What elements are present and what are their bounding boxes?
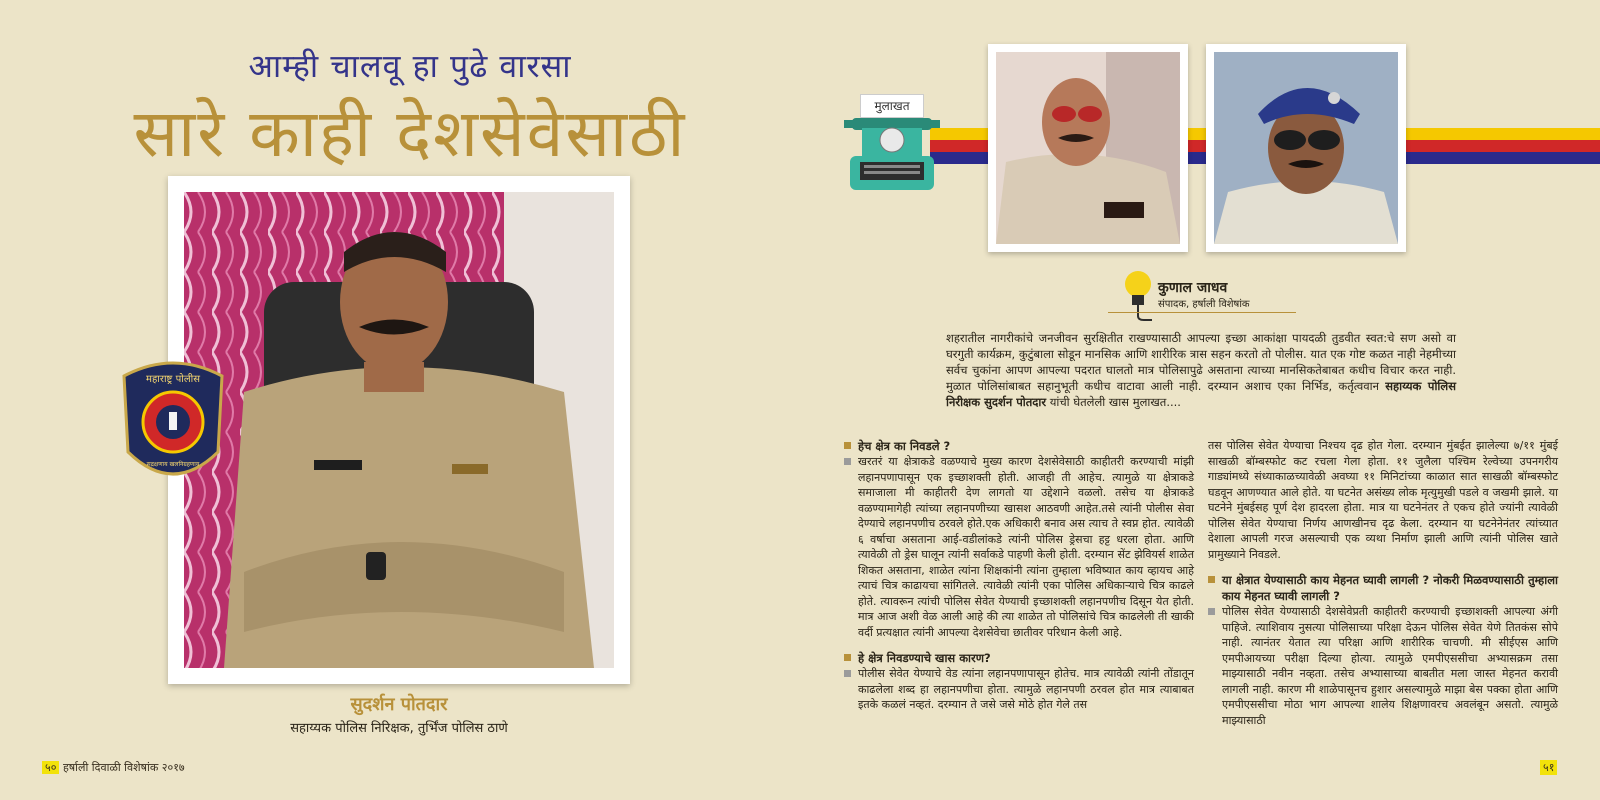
- question-3: या क्षेत्रात येण्यासाठी काय मेहनत घ्यावी लागली ? नोकरी मिळवण्यासाठी तुम्हाला काय मेहनत घ्यावी लागली ?: [1208, 572, 1558, 604]
- footer-left: [42, 760, 185, 775]
- intro-highlight: सहाय्यक पोलिस निरीक्षक सुदर्शन पोतदार: [946, 379, 1456, 409]
- typewriter-label: मुलाखत: [860, 94, 924, 118]
- intro-paragraph: [946, 330, 1456, 410]
- photo-officer-cap: [1206, 44, 1406, 252]
- caption-name: सुदर्शन पोतदार: [350, 694, 448, 715]
- intro-text-2: यांची घेतलेली खास मुलाखत....: [1046, 395, 1181, 409]
- lightbulb-icon: [1122, 268, 1156, 324]
- page-number-right: ५१: [1540, 760, 1557, 775]
- badge-motto: सद्रक्षणाय खलनिग्रहणाय: [146, 461, 200, 468]
- badge-top-text: महाराष्ट्र पोलीस: [146, 374, 200, 385]
- maharashtra-police-badge: [118, 356, 228, 490]
- page-number-left: ५०: [42, 761, 59, 774]
- answer-3: पोलिस सेवेत येण्यासाठी देशसेवेप्रती काहीतरी करण्याची इच्छाशक्ती आपल्या अंगी पाहिजे. त्याशिवाय नुसत्या पोलिसाच्या परिक्षा देऊन पोलिस सेवेत येणे तितकंस सोपे नाही. त्यानंतर येतात त्या परिक्षा आणि शारीरिक चाचणी. मी सीईएस आणि एमपीआयच्या परीक्षा दिल्या होत्या. त्यामुळे एमपीएससीचा अभ्यासक्रम तसा माझ्यासाठी नवीन नव्हता. तसेच अभ्यासाच्या बाबतीत मला जास्त मेहनत करावी लागली नाही. कारण मी शाळेपासूनच हुशार असल्यामुळे माझा बेस पक्का होता आणि एमपीएससीचा मोठा भाग आपल्या शालेय शिक्षणावरच अवलंबून असतो. त्यामुळे माझ्यासाठी: [1208, 604, 1558, 728]
- article-column-left: [844, 438, 1194, 713]
- answer-2-continued: तस पोलिस सेवेत येण्याचा निश्चय दृढ होत गेला. दरम्यान मुंबईत झालेल्या ७/११ मुंबई साखळी बॉम्बस्फोट कट रचला गेला होता. ११ जुलैला पश्चिम रेल्वेच्या उपनगरीय गाड्यांमध्ये संध्याकाळच्यावेळी अवघ्या ११ मिनिटांच्या काळात सात साखळी बॉम्बस्फोट घडवून आणण्यात आले होते. या घटनेत असंख्य लोक मृत्युमुखी पडले व जखमी झाले. या घटनेने मुंबईसह पूर्ण देश हादरला होता. मात्र या घटनेनंतर ते एकच होते ज्यांनी त्यावेळी पोलिस सेवेत येण्याचा निर्णय आणखीनच दृढ केला. दरम्यान या घटनेनेनंतर त्यांच्यात देशाला आपली गरज असल्याची एक व्यथा निर्माण झाली आणि त्यांनी पोलिस खाते प्रामुख्याने निवडले.: [1208, 439, 1558, 561]
- answer-2: पोलीस सेवेत येण्याचे वेड त्यांना लहानपणापासून होतेच. मात्र त्यावेळी त्यांनी तोंडातून काढलेला शब्द हा लहानपणीचा होता. त्यामुळे लहानपणी ठरवल होत मात्र त्याबाबत इतके कळलं नव्हतं. दरम्यान ते जसे जसे मोठे होत गेले तस: [844, 666, 1194, 713]
- author-divider: [1108, 312, 1296, 313]
- question-1: हेच क्षेत्र का निवडले ?: [844, 438, 1194, 454]
- officer-portrait: [184, 192, 614, 668]
- main-photo-frame: [168, 176, 630, 684]
- footer-publication: हर्षाली दिवाळी विशेषांक २०१७: [62, 761, 185, 774]
- photo-officer-car: [988, 44, 1188, 252]
- intro-text-1: शहरातील नागरीकांचे जनजीवन सुरक्षितीत राखण्यासाठी आपल्या इच्छा आकांक्षा पायदळी तुडवीत स्वत:चे सण असो वा घरगुती कार्यक्रम, कुटुंबाला सोडून मानसिक आणि शारीरिक त्रास सहन करतो तो पोलीस. यात एक गोष्ट कळत नाही नेहमीच्या सर्वच चुकांना आपण आपल्या पदरात घालतो मात्र पोलिसापुढे असताना त्याच्या मानसिकतेबाबत कधीच विचार करत नाही. मुळात पोलिसांबाबत सहानुभूती कधीच वाटावा आली नाही. दरम्यान अशाच एका निर्भिड, कर्तृत्ववान: [946, 331, 1456, 393]
- author-name: कुणाल जाधव: [1158, 280, 1228, 296]
- article-column-right: [1208, 438, 1558, 728]
- headline-subtitle: आम्ही चालवू हा पुढे वारसा: [248, 47, 572, 85]
- question-2: हे क्षेत्र निवडण्याचे खास कारण?: [844, 650, 1194, 666]
- caption-role: सहाय्यक पोलिस निरिक्षक, तुर्भिंज पोलिस ठाणे: [290, 721, 508, 736]
- typewriter-icon: [840, 90, 944, 200]
- answer-1: खरतरं या क्षेत्राकडे वळण्याचे मुख्य कारण देशसेवेसाठी काहीतरी करण्याची मांझी लहानपणापासून एक इच्छाशक्ती होती. आजही ती आहेच. त्यामुळे या क्षेत्राकडे समाजाला मी काहीतरी देण लागतो या उद्देशाने वळलो. तसेच या क्षेत्राकडे वळण्यामागेही त्यांच्या लहानपणीच्या खासश आठवणी आहेत.तसे त्यांनी पोलीस सेवा देण्याचे लहानपणीच ठरवले होते.एक अधिकारी बनाव अस त्याच ते स्वप्न होत. त्यावेळी ६ वर्षाचा असताना आई-वडीलांकडे त्यांनी पोलिस ड्रेसचा हट्ट धरला होता. आणि त्यावेळी तो ड्रेस घालून त्यांनी सर्वाकडे पाहणी केली होती. दरम्यान सेंट झेवियर्स शाळेत शिकत असताना, शाळेत त्यांना शिक्षकांनी त्यांना तुम्हाला भविष्यात काय व्हायच आहे त्याचं चित्र काढायचा सांगितले. त्यावेळी त्यांनी एका पोलिस अधिकाऱ्याचे चित्र काढले होते. त्यावरून त्यांची पोलिस सेवेत येण्याची इच्छाशक्ती लहानपणीच दिसून येत होती. मात्र आज अशी वेळ आली आहे की त्या शाळेत तो पोलिसांचे चित्र काढलेली ती खाकी वर्दी प्रत्यक्षात त्यांनी आपल्या देशसेवेचा छातीवर परिधान केली आहे.: [844, 454, 1194, 640]
- author-role: संपादक, हर्षाली विशेषांक: [1158, 299, 1250, 310]
- headline-title: सारे काही देशसेवेसाठी: [133, 95, 687, 172]
